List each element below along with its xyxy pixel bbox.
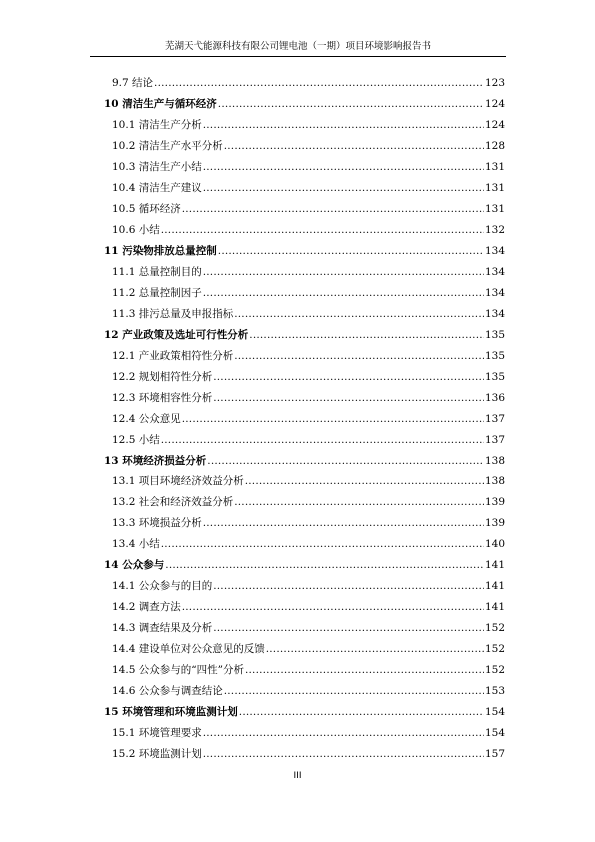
toc-entry-page: 135 [484,328,505,341]
toc-section-entry[interactable] [0,223,595,237]
toc-entry-title: 13.4 小结 [112,538,160,551]
toc-entry-title: 14.3 调查结果及分析 [112,622,213,635]
toc-entry-page: 124 [484,98,505,110]
toc-entry-page: 134 [484,307,505,320]
toc-entry-page: 141 [484,559,505,572]
toc-entry-page: 152 [484,622,505,635]
toc-dot-leader [165,558,484,572]
toc-section-entry[interactable] [0,600,595,614]
toc-entry-title: 10.3 清洁生产小结 [112,160,202,173]
toc-entry-page: 134 [484,286,505,299]
toc-dot-leader [207,454,484,468]
toc-entry-title: 12.5 小结 [112,433,160,446]
toc-entry-title: 12.4 公众意见 [112,412,181,425]
toc-dot-leader [234,307,484,321]
toc-entry-title: 15.2 环境监测计划 [112,748,202,760]
toc-entry-title: 11 污染物排放总量控制 [104,244,217,257]
page-number: III [293,771,302,781]
toc-dot-leader [239,705,484,719]
toc-dot-leader [218,244,484,258]
toc-entry-page: 141 [484,580,505,593]
toc-entry-title: 10.2 清洁生产水平分析 [112,139,223,152]
toc-chapter-entry[interactable] [0,97,595,111]
toc-entry-page: 128 [484,139,505,152]
toc-dot-leader [213,579,484,593]
toc-entry-page: 137 [484,433,505,446]
toc-entry-title: 14.5 公众参与的“四性”分析 [112,664,244,677]
toc-dot-leader [245,663,484,677]
toc-entry-title: 10.4 清洁生产建议 [112,181,202,194]
toc-dot-leader [213,370,484,384]
toc-dot-leader [213,391,484,405]
toc-chapter-entry[interactable] [0,705,595,719]
toc-section-entry[interactable] [0,412,595,426]
toc-dot-leader [213,621,484,635]
toc-dot-leader [154,76,484,90]
toc-entry-page: 152 [484,643,505,656]
toc-dot-leader [203,265,484,279]
toc-entry-page: 152 [484,664,505,677]
toc-dot-leader [245,474,484,488]
toc-dot-leader [203,118,484,132]
toc-section-entry[interactable] [0,118,595,132]
toc-section-entry[interactable] [0,160,595,174]
toc-dot-leader [182,600,484,614]
toc-entry-page: 134 [484,265,505,278]
toc-section-entry[interactable] [0,663,595,677]
toc-entry-page: 139 [484,496,505,509]
toc-section-entry[interactable] [0,642,595,656]
toc-entry-title: 11.1 总量控制目的 [112,265,202,278]
toc-section-entry[interactable] [0,433,595,447]
toc-dot-leader [266,642,484,656]
toc-dot-leader [161,433,484,447]
toc-entry-page: 137 [484,412,505,425]
toc-entry-page: 131 [484,160,505,173]
toc-entry-page: 154 [484,727,505,740]
toc-chapter-entry[interactable] [0,244,595,258]
toc-entry-title: 13.1 项目环境经济效益分析 [112,475,244,488]
toc-entry-page: 139 [484,517,505,530]
toc-dot-leader [182,202,484,216]
toc-section-entry[interactable] [0,621,595,635]
toc-entry-title: 12.3 环境相容性分析 [112,391,213,404]
running-header: 芜湖天弋能源科技有限公司锂电池（一期）项目环境影响报告书 [164,41,431,52]
toc-dot-leader [203,747,484,761]
toc-dot-leader [224,139,484,153]
toc-entry-page: 154 [484,706,505,719]
toc-entry-title: 11.3 排污总量及申报指标 [112,307,234,320]
toc-dot-leader [182,412,484,426]
toc-section-entry[interactable] [0,307,595,321]
toc-entry-page: 132 [484,223,505,236]
header-rule [90,56,506,57]
toc-section-entry[interactable] [0,349,595,363]
toc-chapter-entry[interactable] [0,454,595,468]
toc-entry-page: 131 [484,181,505,194]
toc-entry-title: 14.4 建设单位对公众意见的反馈 [112,643,265,656]
toc-entry-title: 10.5 循环经济 [112,202,181,215]
toc-dot-leader [203,181,484,195]
toc-entry-page: 140 [484,538,505,551]
toc-dot-leader [203,516,484,530]
toc-section-entry[interactable] [0,286,595,300]
toc-section-entry[interactable] [0,76,595,90]
toc-chapter-entry[interactable] [0,328,595,342]
toc-entry-title: 12.2 规划相符性分析 [112,370,213,383]
toc-dot-leader [218,97,484,111]
toc-dot-leader [161,537,484,551]
toc-entry-page: 141 [484,601,505,614]
toc-section-entry[interactable] [0,391,595,405]
toc-dot-leader [224,684,484,698]
toc-entry-page: 124 [484,118,505,131]
toc-entry-page: 134 [484,244,505,257]
toc-section-entry[interactable] [0,181,595,195]
toc-entry-title: 15 环境管理和环境监测计划 [104,706,238,719]
toc-section-entry[interactable] [0,265,595,279]
toc-entry-title: 13 环境经济损益分析 [104,454,207,467]
toc-dot-leader [203,160,484,174]
toc-entry-title: 12 产业政策及选址可行性分析 [104,328,249,341]
toc-section-entry[interactable] [0,474,595,488]
toc-entry-page: 138 [484,454,505,467]
toc-section-entry[interactable] [0,139,595,153]
toc-entry-title: 10.1 清洁生产分析 [112,118,202,131]
toc-dot-leader [203,726,484,740]
toc-section-entry[interactable] [0,495,595,509]
toc-entry-title: 10.6 小结 [112,223,160,236]
toc-entry-title: 14 公众参与 [104,559,165,572]
toc-entry-title: 13.3 环境损益分析 [112,517,202,530]
toc-dot-leader [203,286,484,300]
toc-section-entry[interactable] [0,684,595,698]
toc-entry-page: 131 [484,202,505,215]
toc-entry-title: 14.6 公众参与调查结论 [112,685,223,698]
toc-entry-title: 12.1 产业政策相符性分析 [112,349,234,362]
toc-section-entry[interactable] [0,579,595,593]
toc-entry-page: 123 [484,77,505,89]
toc-section-entry[interactable] [0,726,595,740]
toc-section-entry[interactable] [0,747,595,761]
toc-entry-title: 14.2 调查方法 [112,601,181,614]
toc-entry-page: 135 [484,370,505,383]
toc-entry-page: 153 [484,685,505,698]
toc-section-entry[interactable] [0,202,595,216]
toc-dot-leader [249,328,484,342]
toc-section-entry[interactable] [0,537,595,551]
toc-entry-title: 9.7 结论 [112,77,154,89]
toc-section-entry[interactable] [0,516,595,530]
toc-entry-title: 15.1 环境管理要求 [112,727,202,740]
toc-section-entry[interactable] [0,370,595,384]
toc-entry-title: 13.2 社会和经济效益分析 [112,496,234,509]
toc-entry-page: 136 [484,391,505,404]
toc-dot-leader [234,349,484,363]
toc-dot-leader [161,223,484,237]
toc-entry-title: 10 清洁生产与循环经济 [104,98,217,110]
toc-dot-leader [234,495,484,509]
toc-entry-page: 157 [484,748,505,760]
toc-entry-page: 138 [484,475,505,488]
toc-entry-title: 14.1 公众参与的目的 [112,580,213,593]
toc-entry-page: 135 [484,349,505,362]
toc-entry-title: 11.2 总量控制因子 [112,286,202,299]
toc-chapter-entry[interactable] [0,558,595,572]
